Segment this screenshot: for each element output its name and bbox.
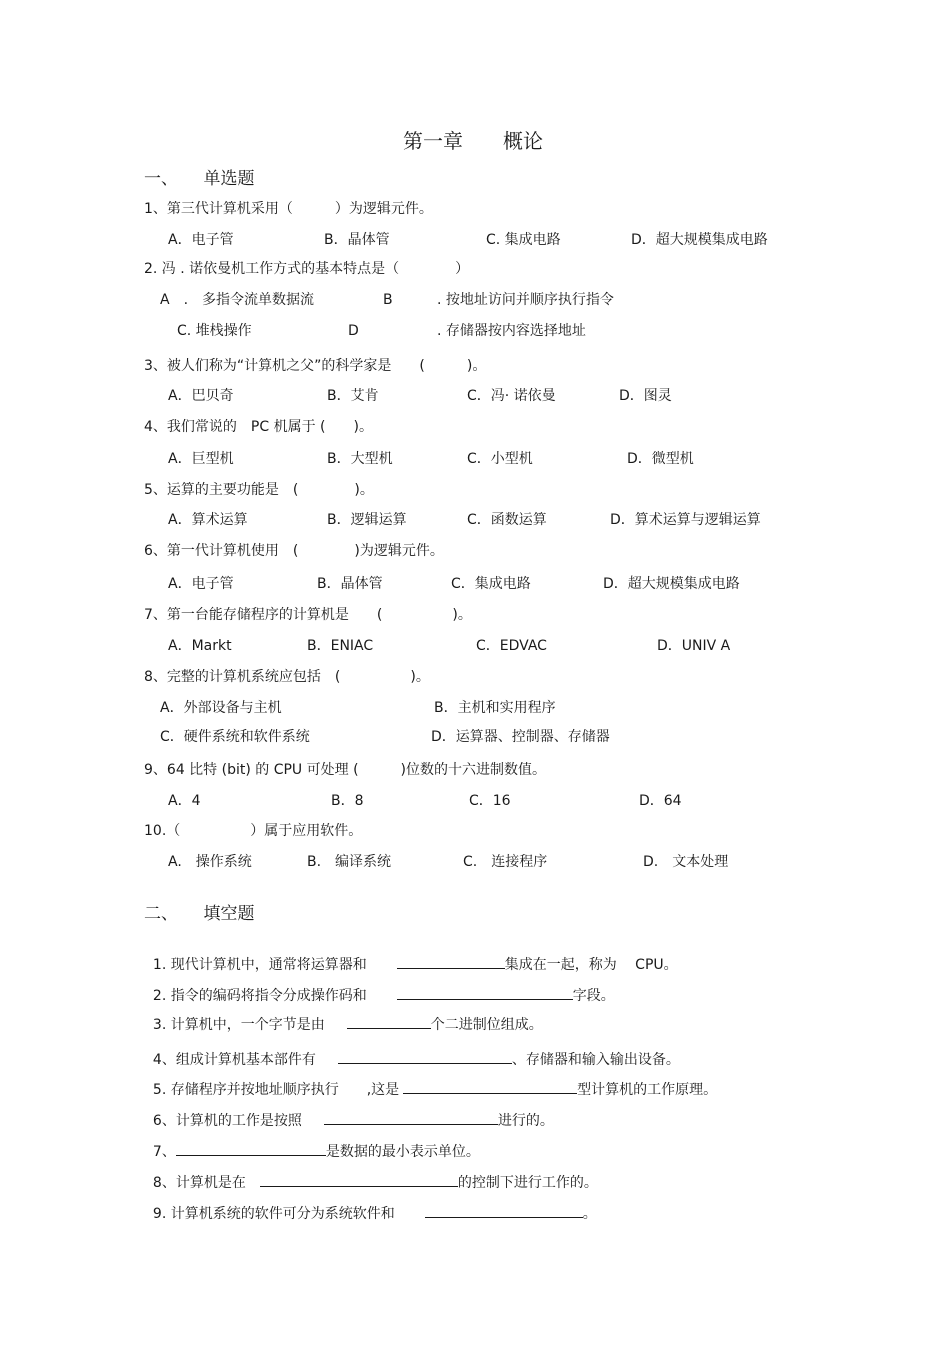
fill-in-text: 3. 计算机中，一个字节是由 — [152, 1017, 325, 1033]
answer-blank[interactable] — [347, 1014, 431, 1029]
option-b: B．ENIAC — [307, 638, 374, 654]
fill-in-text: 、存储器和输入输出设备。 — [511, 1052, 680, 1068]
answer-blank[interactable] — [425, 1203, 583, 1218]
question-stem: 10.（ ）属于应用软件。 — [144, 823, 363, 839]
option-d: D. 文本处理 — [643, 854, 729, 870]
question-stem: 1、第三代计算机采用（ ）为逻辑元件。 — [144, 201, 433, 217]
fill-in-text: 6、计算机的工作是按照 — [152, 1113, 302, 1129]
option-b: B．逻辑运算 — [327, 512, 407, 528]
fill-in-text: 型计算机的工作原理。 — [577, 1082, 718, 1098]
option-b: B．8 — [331, 793, 364, 809]
fill-in-text: 5. 存储程序并按地址顺序执行 ,这是 — [152, 1082, 400, 1098]
option-a: A．算术运算 — [168, 512, 248, 528]
question-stem: 4、我们常说的 PC 机属于 ( )。 — [144, 419, 373, 435]
fill-in-text: 的控制下进行工作的。 — [457, 1175, 598, 1191]
fill-in-text: 集成在一起，称为 CPU。 — [504, 957, 678, 973]
option-c: C．EDVAC — [476, 638, 547, 654]
option-b: B．大型机 — [327, 451, 393, 467]
option-b-letter: B — [383, 292, 393, 308]
fill-in-text: 字段。 — [572, 988, 615, 1004]
question-stem: 9、64 比特 (bit) 的 CPU 可处理 ( )位数的十六进制数值。 — [144, 762, 546, 778]
option-d: D．超大规模集成电路 — [631, 232, 768, 248]
option-d: D．UNIV A — [657, 638, 731, 654]
question-stem: 2. 冯 . 诺依曼机工作方式的基本特点是（ ） — [144, 261, 470, 277]
fill-in-text: 是数据的最小表示单位。 — [325, 1144, 480, 1160]
option-a: A．巨型机 — [168, 451, 234, 467]
section-heading-single-choice: 一、 单选题 — [144, 169, 255, 189]
option-b: B．晶体管 — [317, 576, 383, 592]
option-c: C．冯· 诺依曼 — [467, 388, 556, 404]
fill-in-item — [144, 996, 543, 1034]
question-stem: 7、第一台能存储程序的计算机是 ( )。 — [144, 607, 472, 623]
option-c: C．函数运算 — [467, 512, 547, 528]
option-a: A. 操作系统 — [168, 854, 252, 870]
option-d-letter: D — [348, 323, 359, 339]
option-b-text: . 按地址访问并顺序执行指令 — [437, 292, 614, 308]
option-d: D．运算器、控制器、存储器 — [431, 729, 610, 745]
option-d: D．64 — [639, 793, 682, 809]
question-stem: 6、第一代计算机使用 ( )为逻辑元件。 — [144, 543, 444, 559]
fill-in-text: 7、 — [152, 1144, 176, 1160]
option-d: D．超大规模集成电路 — [603, 576, 740, 592]
fill-in-item — [144, 1185, 597, 1223]
option-d: D．图灵 — [619, 388, 672, 404]
question-stem: 8、完整的计算机系统应包括 ( )。 — [144, 669, 430, 685]
option-d: D．微型机 — [627, 451, 694, 467]
fill-in-text: 。 — [582, 1206, 597, 1222]
fill-in-text: 个二进制位组成。 — [430, 1017, 543, 1033]
option-d: D．算术运算与逻辑运算 — [610, 512, 761, 528]
option-b: B．主机和实用程序 — [434, 700, 556, 716]
option-c: C．集成电路 — [451, 576, 531, 592]
option-c: C. 堆栈操作 — [177, 323, 252, 339]
option-b: B. 编译系统 — [307, 854, 392, 870]
option-c: C. 集成电路 — [486, 232, 561, 248]
option-c: C．16 — [469, 793, 511, 809]
fill-in-text: 8、计算机是在 — [152, 1175, 246, 1191]
option-a: A．巴贝奇 — [168, 388, 234, 404]
page-title: 第一章 概论 — [403, 129, 543, 153]
option-d-text: . 存储器按内容选择地址 — [437, 323, 586, 339]
fill-in-text: 4、组成计算机基本部件有 — [152, 1052, 316, 1068]
option-a: A．电子管 — [168, 232, 234, 248]
option-b: B．晶体管 — [324, 232, 390, 248]
option-c: C．硬件系统和软件系统 — [160, 729, 310, 745]
option-a: A．Markt — [168, 638, 232, 654]
fill-in-text: 进行的。 — [497, 1113, 554, 1129]
option-a: A . 多指令流单数据流 — [160, 292, 315, 308]
fill-in-text: 9. 计算机系统的软件可分为系统软件和 — [152, 1206, 395, 1222]
option-c: C．小型机 — [467, 451, 533, 467]
option-a: A．外部设备与主机 — [160, 700, 282, 716]
question-stem: 5、运算的主要功能是 ( )。 — [144, 482, 374, 498]
fill-in-text: 1. 现代计算机中，通常将运算器和 — [152, 957, 367, 973]
option-c: C. 连接程序 — [463, 854, 548, 870]
option-a: A．4 — [168, 793, 201, 809]
option-a: A．电子管 — [168, 576, 234, 592]
fill-in-text: 2. 指令的编码将指令分成操作码和 — [152, 988, 367, 1004]
option-b: B．艾肯 — [327, 388, 379, 404]
question-stem: 3、被人们称为“计算机之父”的科学家是 ( )。 — [144, 358, 487, 374]
section-heading-fill-in: 二、 填空题 — [144, 904, 255, 924]
